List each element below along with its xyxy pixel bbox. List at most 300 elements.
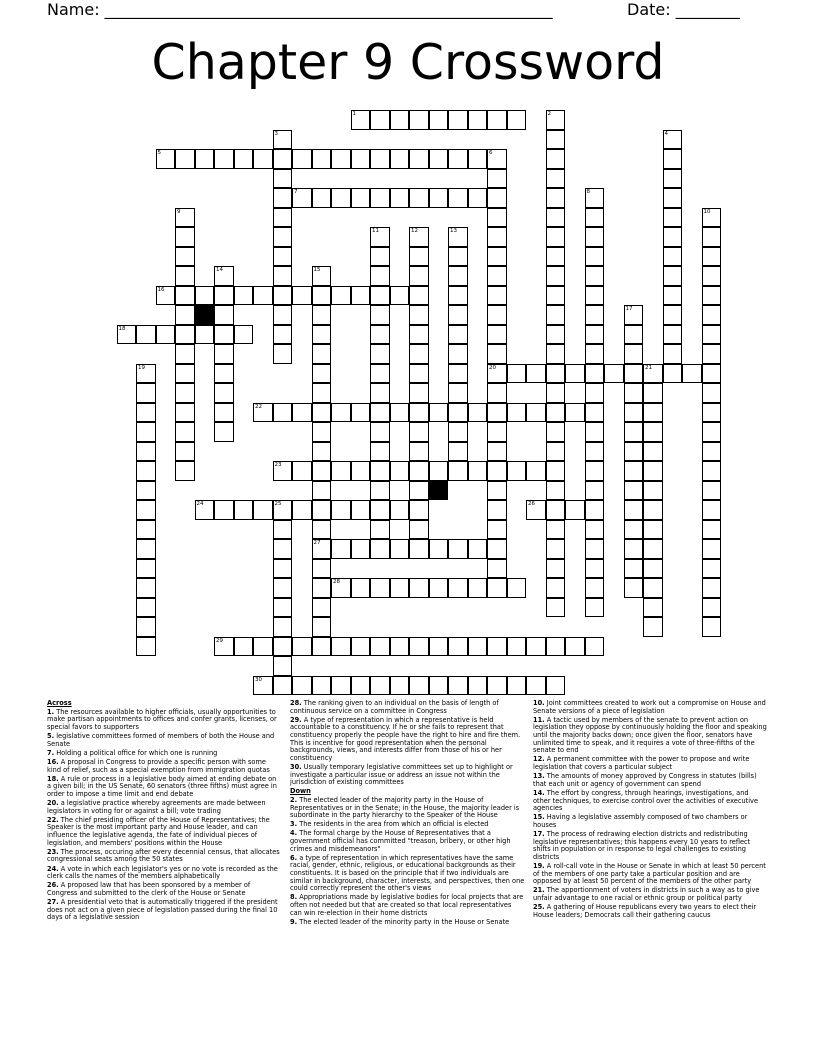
grid-cell[interactable]: [351, 286, 371, 306]
grid-cell[interactable]: [136, 422, 156, 442]
grid-cell[interactable]: [585, 247, 605, 267]
grid-cell[interactable]: [253, 286, 273, 306]
grid-cell[interactable]: [195, 500, 215, 520]
grid-cell[interactable]: [273, 130, 293, 150]
grid-cell[interactable]: [312, 149, 332, 169]
grid-cell[interactable]: [117, 325, 137, 345]
grid-cell[interactable]: [643, 578, 663, 598]
grid-cell[interactable]: [643, 520, 663, 540]
grid-cell[interactable]: [370, 520, 390, 540]
grid-cell[interactable]: [273, 266, 293, 286]
grid-cell[interactable]: [312, 305, 332, 325]
grid-cell[interactable]: [273, 286, 293, 306]
grid-cell[interactable]: [351, 578, 371, 598]
grid-cell[interactable]: [214, 500, 234, 520]
grid-cell[interactable]: [214, 325, 234, 345]
grid-cell[interactable]: [585, 481, 605, 501]
grid-cell[interactable]: [253, 637, 273, 657]
grid-cell[interactable]: [292, 676, 312, 696]
grid-cell[interactable]: [663, 169, 683, 189]
grid-cell[interactable]: [565, 637, 585, 657]
grid-cell[interactable]: [312, 500, 332, 520]
grid-cell[interactable]: [370, 383, 390, 403]
grid-cell[interactable]: [448, 383, 468, 403]
grid-cell[interactable]: [312, 286, 332, 306]
grid-cell[interactable]: [468, 637, 488, 657]
grid-cell[interactable]: [546, 442, 566, 462]
grid-cell[interactable]: [585, 188, 605, 208]
grid-cell[interactable]: [448, 286, 468, 306]
grid-cell[interactable]: [546, 422, 566, 442]
grid-cell[interactable]: [643, 481, 663, 501]
grid-cell[interactable]: [702, 520, 722, 540]
grid-cell[interactable]: [331, 188, 351, 208]
grid-cell[interactable]: [175, 325, 195, 345]
grid-cell[interactable]: [409, 110, 429, 130]
grid-cell[interactable]: [663, 305, 683, 325]
grid-cell[interactable]: [487, 520, 507, 540]
grid-cell[interactable]: [487, 364, 507, 384]
grid-cell[interactable]: [546, 188, 566, 208]
grid-cell[interactable]: [624, 500, 644, 520]
grid-cell[interactable]: [643, 559, 663, 579]
grid-cell[interactable]: [585, 208, 605, 228]
grid-cell[interactable]: [663, 344, 683, 364]
grid-cell[interactable]: [468, 188, 488, 208]
grid-cell[interactable]: [448, 247, 468, 267]
grid-cell[interactable]: [624, 325, 644, 345]
grid-cell[interactable]: [273, 247, 293, 267]
grid-cell[interactable]: [195, 149, 215, 169]
grid-cell[interactable]: [409, 247, 429, 267]
grid-cell[interactable]: [409, 227, 429, 247]
grid-cell[interactable]: [312, 403, 332, 423]
grid-cell[interactable]: [136, 442, 156, 462]
grid-cell[interactable]: [643, 364, 663, 384]
grid-cell[interactable]: [273, 578, 293, 598]
grid-cell[interactable]: [370, 149, 390, 169]
grid-cell[interactable]: [546, 266, 566, 286]
grid-cell[interactable]: [175, 208, 195, 228]
grid-cell[interactable]: [234, 149, 254, 169]
grid-cell[interactable]: [351, 500, 371, 520]
grid-cell[interactable]: [448, 110, 468, 130]
grid-cell[interactable]: [702, 325, 722, 345]
grid-cell[interactable]: [370, 305, 390, 325]
grid-cell[interactable]: [331, 676, 351, 696]
grid-cell[interactable]: [487, 461, 507, 481]
grid-cell[interactable]: [448, 325, 468, 345]
grid-cell[interactable]: [214, 149, 234, 169]
grid-cell[interactable]: [214, 403, 234, 423]
grid-cell[interactable]: [643, 403, 663, 423]
grid-cell[interactable]: [448, 578, 468, 598]
grid-cell[interactable]: [585, 364, 605, 384]
grid-cell[interactable]: [487, 266, 507, 286]
grid-cell[interactable]: [351, 149, 371, 169]
grid-cell[interactable]: [370, 227, 390, 247]
grid-cell[interactable]: [702, 247, 722, 267]
grid-cell[interactable]: [351, 461, 371, 481]
grid-cell[interactable]: [448, 422, 468, 442]
grid-cell[interactable]: [273, 149, 293, 169]
grid-cell[interactable]: [468, 403, 488, 423]
grid-cell[interactable]: [175, 403, 195, 423]
grid-cell[interactable]: [585, 500, 605, 520]
grid-cell[interactable]: [214, 344, 234, 364]
grid-cell[interactable]: [702, 305, 722, 325]
grid-cell[interactable]: [663, 188, 683, 208]
grid-cell[interactable]: [487, 481, 507, 501]
grid-cell[interactable]: [390, 149, 410, 169]
grid-cell[interactable]: [136, 539, 156, 559]
grid-cell[interactable]: [312, 617, 332, 637]
grid-cell[interactable]: [312, 344, 332, 364]
grid-cell[interactable]: [585, 325, 605, 345]
grid-cell[interactable]: [585, 344, 605, 364]
grid-cell[interactable]: [526, 500, 546, 520]
grid-cell[interactable]: [448, 266, 468, 286]
grid-cell[interactable]: [331, 500, 351, 520]
grid-cell[interactable]: [546, 364, 566, 384]
grid-cell[interactable]: [253, 500, 273, 520]
grid-cell[interactable]: [448, 364, 468, 384]
grid-cell[interactable]: [390, 578, 410, 598]
grid-cell[interactable]: [409, 364, 429, 384]
grid-cell[interactable]: [253, 676, 273, 696]
grid-cell[interactable]: [546, 110, 566, 130]
grid-cell[interactable]: [702, 227, 722, 247]
grid-cell[interactable]: [585, 578, 605, 598]
grid-cell[interactable]: [487, 149, 507, 169]
grid-cell[interactable]: [273, 188, 293, 208]
grid-cell[interactable]: [351, 188, 371, 208]
grid-cell[interactable]: [565, 364, 585, 384]
grid-cell[interactable]: [585, 305, 605, 325]
grid-cell[interactable]: [409, 481, 429, 501]
grid-cell[interactable]: [663, 286, 683, 306]
grid-cell[interactable]: [526, 461, 546, 481]
grid-cell[interactable]: [448, 539, 468, 559]
grid-cell[interactable]: [487, 169, 507, 189]
grid-cell[interactable]: [292, 500, 312, 520]
grid-cell[interactable]: [312, 559, 332, 579]
grid-cell[interactable]: [370, 481, 390, 501]
grid-cell[interactable]: [370, 247, 390, 267]
grid-cell[interactable]: [273, 676, 293, 696]
grid-cell[interactable]: [195, 325, 215, 345]
grid-cell[interactable]: [175, 305, 195, 325]
grid-cell[interactable]: [585, 442, 605, 462]
grid-cell[interactable]: [273, 637, 293, 657]
grid-cell[interactable]: [487, 422, 507, 442]
grid-cell[interactable]: [507, 637, 527, 657]
grid-cell[interactable]: [468, 578, 488, 598]
grid-cell[interactable]: [546, 559, 566, 579]
grid-cell[interactable]: [507, 578, 527, 598]
grid-cell[interactable]: [136, 598, 156, 618]
grid-cell[interactable]: [292, 403, 312, 423]
grid-cell[interactable]: [312, 461, 332, 481]
grid-cell[interactable]: [585, 637, 605, 657]
grid-cell[interactable]: [487, 344, 507, 364]
grid-cell[interactable]: [370, 286, 390, 306]
grid-cell[interactable]: [175, 461, 195, 481]
grid-cell[interactable]: [546, 247, 566, 267]
grid-cell[interactable]: [546, 598, 566, 618]
grid-cell[interactable]: [370, 461, 390, 481]
grid-cell[interactable]: [351, 539, 371, 559]
grid-cell[interactable]: [702, 266, 722, 286]
grid-cell[interactable]: [273, 461, 293, 481]
grid-cell[interactable]: [487, 559, 507, 579]
grid-cell[interactable]: [214, 364, 234, 384]
grid-cell[interactable]: [195, 286, 215, 306]
grid-cell[interactable]: [702, 559, 722, 579]
grid-cell[interactable]: [370, 500, 390, 520]
grid-cell[interactable]: [214, 266, 234, 286]
grid-cell[interactable]: [624, 520, 644, 540]
grid-cell[interactable]: [702, 403, 722, 423]
grid-cell[interactable]: [546, 481, 566, 501]
grid-cell[interactable]: [624, 403, 644, 423]
grid-cell[interactable]: [643, 500, 663, 520]
grid-cell[interactable]: [702, 461, 722, 481]
grid-cell[interactable]: [331, 149, 351, 169]
grid-cell[interactable]: [273, 169, 293, 189]
grid-cell[interactable]: [663, 130, 683, 150]
grid-cell[interactable]: [546, 461, 566, 481]
grid-cell[interactable]: [429, 539, 449, 559]
grid-cell[interactable]: [390, 110, 410, 130]
grid-cell[interactable]: [390, 539, 410, 559]
grid-cell[interactable]: [273, 208, 293, 228]
grid-cell[interactable]: [370, 188, 390, 208]
grid-cell[interactable]: [546, 578, 566, 598]
grid-cell[interactable]: [429, 578, 449, 598]
grid-cell[interactable]: [175, 266, 195, 286]
grid-cell[interactable]: [409, 676, 429, 696]
grid-cell[interactable]: [448, 461, 468, 481]
grid-cell[interactable]: [702, 578, 722, 598]
grid-cell[interactable]: [409, 305, 429, 325]
grid-cell[interactable]: [487, 188, 507, 208]
grid-cell[interactable]: [273, 305, 293, 325]
grid-cell[interactable]: [643, 422, 663, 442]
grid-cell[interactable]: [624, 442, 644, 462]
grid-cell[interactable]: [487, 227, 507, 247]
grid-cell[interactable]: [448, 227, 468, 247]
grid-cell[interactable]: [468, 676, 488, 696]
grid-cell[interactable]: [312, 383, 332, 403]
grid-cell[interactable]: [175, 422, 195, 442]
grid-cell[interactable]: [643, 617, 663, 637]
grid-cell[interactable]: [409, 520, 429, 540]
grid-cell[interactable]: [624, 578, 644, 598]
grid-cell[interactable]: [409, 500, 429, 520]
grid-cell[interactable]: [370, 364, 390, 384]
grid-cell[interactable]: [409, 422, 429, 442]
grid-cell[interactable]: [429, 637, 449, 657]
grid-cell[interactable]: [312, 637, 332, 657]
grid-cell[interactable]: [487, 442, 507, 462]
grid-cell[interactable]: [175, 383, 195, 403]
grid-cell[interactable]: [585, 383, 605, 403]
grid-cell[interactable]: [409, 539, 429, 559]
grid-cell[interactable]: [546, 500, 566, 520]
grid-cell[interactable]: [409, 403, 429, 423]
grid-cell[interactable]: [292, 149, 312, 169]
grid-cell[interactable]: [390, 637, 410, 657]
grid-cell[interactable]: [624, 344, 644, 364]
grid-cell[interactable]: [546, 149, 566, 169]
grid-cell[interactable]: [487, 539, 507, 559]
grid-cell[interactable]: [136, 520, 156, 540]
grid-cell[interactable]: [136, 461, 156, 481]
grid-cell[interactable]: [370, 539, 390, 559]
grid-cell[interactable]: [214, 383, 234, 403]
grid-cell[interactable]: [565, 403, 585, 423]
grid-cell[interactable]: [331, 403, 351, 423]
grid-cell[interactable]: [409, 442, 429, 462]
grid-cell[interactable]: [526, 364, 546, 384]
grid-cell[interactable]: [624, 364, 644, 384]
grid-cell[interactable]: [175, 442, 195, 462]
grid-cell[interactable]: [136, 617, 156, 637]
grid-cell[interactable]: [136, 500, 156, 520]
grid-cell[interactable]: [156, 149, 176, 169]
grid-cell[interactable]: [409, 461, 429, 481]
grid-cell[interactable]: [429, 403, 449, 423]
grid-cell[interactable]: [448, 188, 468, 208]
grid-cell[interactable]: [585, 461, 605, 481]
grid-cell[interactable]: [487, 247, 507, 267]
grid-cell[interactable]: [390, 286, 410, 306]
grid-cell[interactable]: [409, 578, 429, 598]
grid-cell[interactable]: [273, 500, 293, 520]
grid-cell[interactable]: [585, 227, 605, 247]
grid-cell[interactable]: [331, 539, 351, 559]
grid-cell[interactable]: [624, 481, 644, 501]
grid-cell[interactable]: [429, 110, 449, 130]
grid-cell[interactable]: [585, 403, 605, 423]
grid-cell[interactable]: [585, 539, 605, 559]
grid-cell[interactable]: [507, 461, 527, 481]
grid-cell[interactable]: [624, 305, 644, 325]
grid-cell[interactable]: [136, 481, 156, 501]
grid-cell[interactable]: [214, 637, 234, 657]
grid-cell[interactable]: [585, 286, 605, 306]
grid-cell[interactable]: [292, 637, 312, 657]
grid-cell[interactable]: [136, 637, 156, 657]
grid-cell[interactable]: [546, 325, 566, 345]
grid-cell[interactable]: [175, 344, 195, 364]
grid-cell[interactable]: [565, 500, 585, 520]
grid-cell[interactable]: [312, 520, 332, 540]
grid-cell[interactable]: [546, 520, 566, 540]
grid-cell[interactable]: [409, 637, 429, 657]
grid-cell[interactable]: [312, 442, 332, 462]
grid-cell[interactable]: [682, 364, 702, 384]
name-field[interactable]: Name: ________________________________________________________: [47, 0, 553, 19]
grid-cell[interactable]: [292, 188, 312, 208]
grid-cell[interactable]: [370, 110, 390, 130]
grid-cell[interactable]: [234, 286, 254, 306]
grid-cell[interactable]: [136, 403, 156, 423]
grid-cell[interactable]: [448, 676, 468, 696]
grid-cell[interactable]: [273, 559, 293, 579]
grid-cell[interactable]: [214, 422, 234, 442]
grid-cell[interactable]: [312, 578, 332, 598]
grid-cell[interactable]: [624, 559, 644, 579]
grid-cell[interactable]: [663, 325, 683, 345]
grid-cell[interactable]: [273, 344, 293, 364]
grid-cell[interactable]: [546, 286, 566, 306]
grid-cell[interactable]: [487, 208, 507, 228]
grid-cell[interactable]: [136, 325, 156, 345]
grid-cell[interactable]: [526, 676, 546, 696]
grid-cell[interactable]: [702, 500, 722, 520]
grid-cell[interactable]: [585, 266, 605, 286]
grid-cell[interactable]: [585, 559, 605, 579]
grid-cell[interactable]: [448, 305, 468, 325]
grid-cell[interactable]: [312, 481, 332, 501]
grid-cell[interactable]: [546, 403, 566, 423]
grid-cell[interactable]: [448, 403, 468, 423]
grid-cell[interactable]: [312, 422, 332, 442]
grid-cell[interactable]: [546, 676, 566, 696]
grid-cell[interactable]: [409, 149, 429, 169]
grid-cell[interactable]: [663, 247, 683, 267]
grid-cell[interactable]: [273, 325, 293, 345]
grid-cell[interactable]: [312, 598, 332, 618]
grid-cell[interactable]: [370, 637, 390, 657]
grid-cell[interactable]: [409, 325, 429, 345]
grid-cell[interactable]: [273, 656, 293, 676]
grid-cell[interactable]: [585, 598, 605, 618]
grid-cell[interactable]: [312, 364, 332, 384]
grid-cell[interactable]: [390, 188, 410, 208]
grid-cell[interactable]: [702, 539, 722, 559]
grid-cell[interactable]: [526, 637, 546, 657]
grid-cell[interactable]: [507, 364, 527, 384]
grid-cell[interactable]: [663, 364, 683, 384]
grid-cell[interactable]: [370, 422, 390, 442]
grid-cell[interactable]: [585, 520, 605, 540]
grid-cell[interactable]: [409, 383, 429, 403]
grid-cell[interactable]: [175, 286, 195, 306]
grid-cell[interactable]: [487, 286, 507, 306]
date-field[interactable]: Date: ________: [627, 0, 740, 19]
grid-cell[interactable]: [487, 637, 507, 657]
grid-cell[interactable]: [429, 461, 449, 481]
grid-cell[interactable]: [312, 266, 332, 286]
grid-cell[interactable]: [351, 403, 371, 423]
grid-cell[interactable]: [702, 598, 722, 618]
grid-cell[interactable]: [624, 422, 644, 442]
grid-cell[interactable]: [702, 364, 722, 384]
grid-cell[interactable]: [702, 286, 722, 306]
grid-cell[interactable]: [702, 442, 722, 462]
grid-cell[interactable]: [175, 227, 195, 247]
grid-cell[interactable]: [273, 520, 293, 540]
grid-cell[interactable]: [234, 325, 254, 345]
grid-cell[interactable]: [136, 383, 156, 403]
grid-cell[interactable]: [312, 325, 332, 345]
grid-cell[interactable]: [370, 325, 390, 345]
grid-cell[interactable]: [702, 383, 722, 403]
grid-cell[interactable]: [214, 305, 234, 325]
